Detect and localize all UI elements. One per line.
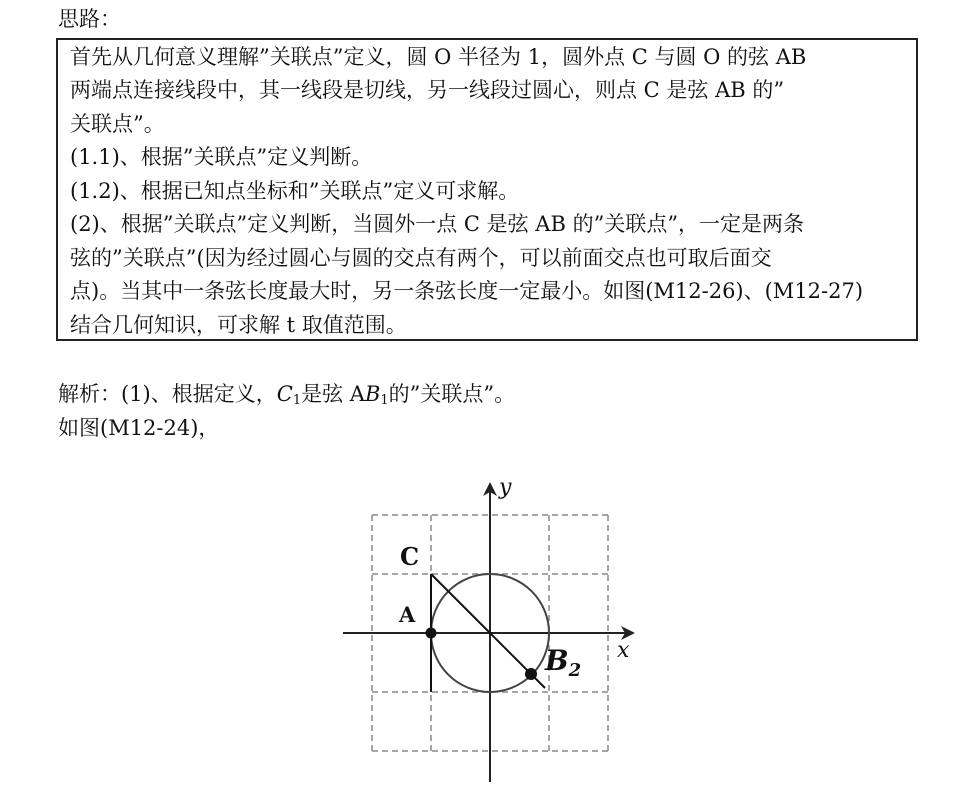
- figure-ref-line: 如图(M12-24)，: [58, 416, 220, 440]
- c-symbol: C: [276, 382, 293, 406]
- b-subscript: 1: [380, 393, 389, 408]
- label-b-sub: 2: [568, 660, 582, 681]
- box-line-3: 关联点”。: [70, 112, 165, 136]
- box-line-5: (1.2)、根据已知点坐标和”关联点”定义可求解。: [70, 179, 520, 203]
- box-line-1: 首先从几何意义理解”关联点”定义，圆 O 半径为 1，圆外点 C 与圆 O 的弦 AB: [70, 45, 807, 69]
- label-b: B: [545, 644, 569, 677]
- box-line-9: 结合几何知识，可求解 t 取值范围。: [70, 313, 407, 337]
- box-line-6: (2)、根据”关联点”定义判断，当圆外一点 C 是弦 AB 的”关联点”，一定是两条: [70, 212, 805, 236]
- label-x: x: [617, 638, 630, 663]
- point-a: [426, 628, 437, 639]
- label-a: A: [399, 602, 416, 627]
- analysis-middle: 是弦 A: [301, 382, 365, 406]
- c-subscript: 1: [292, 393, 302, 408]
- analysis-prefix: 解析：(1)、根据定义，: [58, 382, 277, 406]
- analysis-suffix: 的”关联点”。: [388, 382, 516, 406]
- b-symbol: B: [364, 382, 381, 406]
- box-line-4: (1.1)、根据”关联点”定义判断。: [70, 145, 373, 169]
- label-c: C: [400, 542, 420, 571]
- thinking-box: [56, 38, 918, 341]
- label-y: y: [499, 475, 512, 500]
- point-b2: [525, 668, 537, 680]
- figure-svg: [275, 470, 715, 790]
- label-b2: [545, 644, 581, 681]
- geometry-figure: [275, 470, 715, 790]
- heading-silu: 思路：: [58, 7, 121, 31]
- box-line-8: 点)。当其中一条弦长度最大时，另一条弦长度一定最小。如图(M12-26)、(M12-27): [70, 279, 864, 303]
- axes: [343, 488, 633, 782]
- box-line-2: 两端点连接线段中，其一线段是切线，另一线段过圆心，则点 C 是弦 AB 的”: [70, 78, 785, 102]
- analysis-line: [58, 379, 515, 416]
- box-line-7: 弦的”关联点”(因为经过圆心与圆的交点有两个，可以前面交点也可取后面交: [70, 246, 772, 270]
